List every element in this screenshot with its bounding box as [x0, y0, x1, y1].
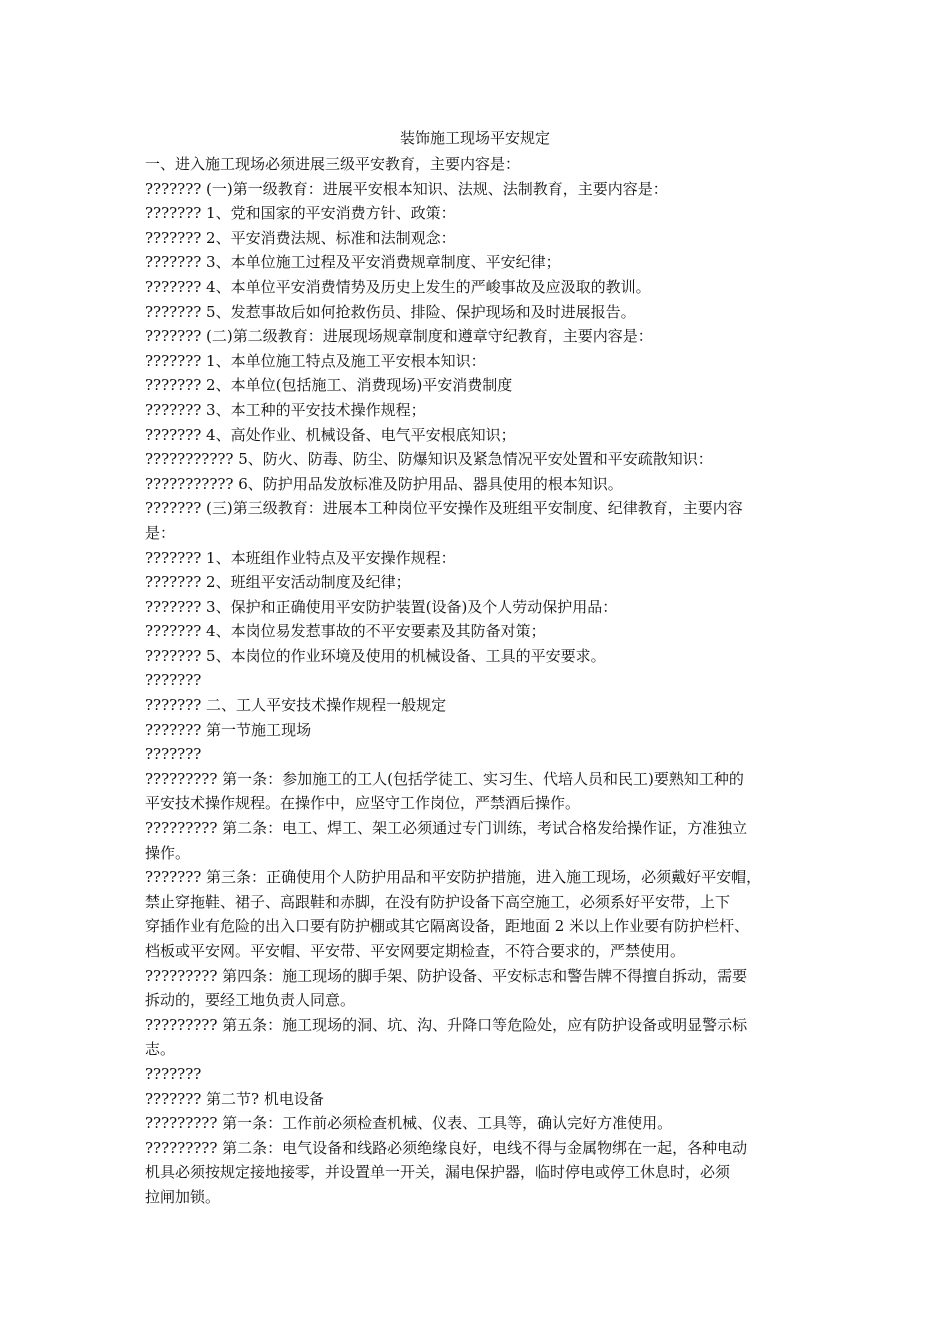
text-line: ??????? 第一节施工现场 — [145, 720, 312, 739]
text-line: 档板或平安网。平安帽、平安带、平安网要定期检查，不符合要求的，严禁使用。 — [145, 942, 686, 960]
document-title: 装饰施工现场平安规定 — [399, 129, 550, 147]
document-body — [145, 152, 810, 1210]
text-line: ????????? 第一条：参加施工的工人(包括学徒工、实习生、代培人员和民工)要熟知工种的 — [145, 769, 744, 788]
text-line: ??????? 4、高处作业、机械设备、电气平安根底知识； — [145, 425, 516, 444]
text-line: ????????? 第一条：工作前必须检查机械、仪表、工具等，确认完好方准使用。 — [145, 1114, 673, 1133]
text-line: 穿插作业有危险的出入口要有防护棚或其它隔离设备，距地面 2 米以上作业要有防护栏杆、 — [145, 917, 750, 936]
text-line: 拆动的，要经工地负责人同意。 — [145, 991, 356, 1010]
text-line: ??????? 1、本单位施工特点及施工平安根本知识： — [145, 351, 486, 370]
text-line: ??????? 3、本工种的平安技术操作规程； — [145, 400, 426, 419]
text-line: ??????? 5、发惹事故后如何抢救伤员、排险、保护现场和及时进展报告。 — [145, 302, 636, 321]
text-line: ??????? 1、党和国家的平安消费方针、政策： — [145, 204, 456, 223]
text-line: ????????? 第四条：施工现场的脚手架、防护设备、平安标志和警告牌不得擅自拆动，需要 — [145, 966, 748, 985]
text-line: ??????????? 5、防火、防毒、防尘、防爆知识及紧急情况平安处置和平安疏散知识： — [145, 450, 713, 469]
text-line: ??????? 第二节? 机电设备 — [145, 1089, 324, 1108]
text-line: ??????? 3、保护和正确使用平安防护装置(设备)及个人劳动保护用品： — [145, 597, 618, 616]
text-line: 是： — [145, 523, 176, 542]
text-line: ????????? 第二条：电工、焊工、架工必须通过专门训练，考试合格发给操作证，方准独立 — [145, 819, 748, 838]
text-line: ??????? (一)第一级教育：进展平安根本知识、法规、法制教育，主要内容是： — [145, 179, 668, 198]
text-line: ????????? 第二条：电气设备和线路必须绝缘良好，电线不得与金属物绑在一起，各种电动 — [145, 1138, 748, 1157]
text-line: 平安技术操作规程。在操作中，应坚守工作岗位，严禁酒后操作。 — [145, 794, 581, 813]
text-line: ??????????? 6、防护用品发放标准及防护用品、器具使用的根本知识。 — [145, 474, 623, 493]
text-line: ??????? 5、本岗位的作业环境及使用的机械设备、工具的平安要求。 — [145, 646, 606, 665]
text-line: ??????? 2、班组平安活动制度及纪律； — [145, 573, 411, 592]
text-line: ??????? 2、本单位(包括施工、消费现场)平安消费制度 — [145, 376, 513, 395]
text-line: 拉闸加锁。 — [145, 1187, 221, 1206]
text-line: ??????? 2、平安消费法规、标准和法制观念： — [145, 228, 456, 247]
text-line: ??????? (三)第三级教育：进展本工种岗位平安操作及班组平安制度、纪律教育，主要内容 — [145, 499, 743, 518]
text-line: ??????? 二、工人平安技术操作规程一般规定 — [145, 696, 447, 715]
text-line: 机具必须按规定接地接零，并设置单一开关，漏电保护器，临时停电或停工休息时，必须 — [145, 1163, 731, 1182]
text-line: ??????? 4、本岗位易发惹事故的不平安要素及其防备对策； — [145, 622, 546, 641]
text-line: ????????? 第五条：施工现场的洞、坑、沟、升降口等危险处，应有防护设备或明显警示标 — [145, 1015, 748, 1034]
text-line: 操作。 — [145, 843, 191, 862]
text-line: ??????? — [145, 745, 202, 764]
text-line: ??????? 3、本单位施工过程及平安消费规章制度、平安纪律； — [145, 253, 561, 272]
text-line: ??????? 1、本班组作业特点及平安操作规程： — [145, 548, 456, 567]
text-line: ??????? — [145, 1064, 202, 1083]
text-line: 禁止穿拖鞋、裙子、高跟鞋和赤脚，在没有防护设备下高空施工，必须系好平安带，上下 — [145, 892, 731, 911]
text-line: ??????? (二)第二级教育：进展现场规章制度和遵章守纪教育，主要内容是： — [145, 327, 653, 346]
text-line: ??????? 4、本单位平安消费情势及历史上发生的严峻事故及应汲取的教训。 — [145, 277, 651, 296]
text-line: ??????? 第三条：正确使用个人防护用品和平安防护措施，进入施工现场，必须戴好平安帽， — [145, 868, 762, 887]
text-line: 志。 — [145, 1040, 176, 1059]
text-line: 一、进入施工现场必须进展三级平安教育，主要内容是： — [145, 155, 521, 173]
text-line: ??????? — [145, 671, 202, 690]
